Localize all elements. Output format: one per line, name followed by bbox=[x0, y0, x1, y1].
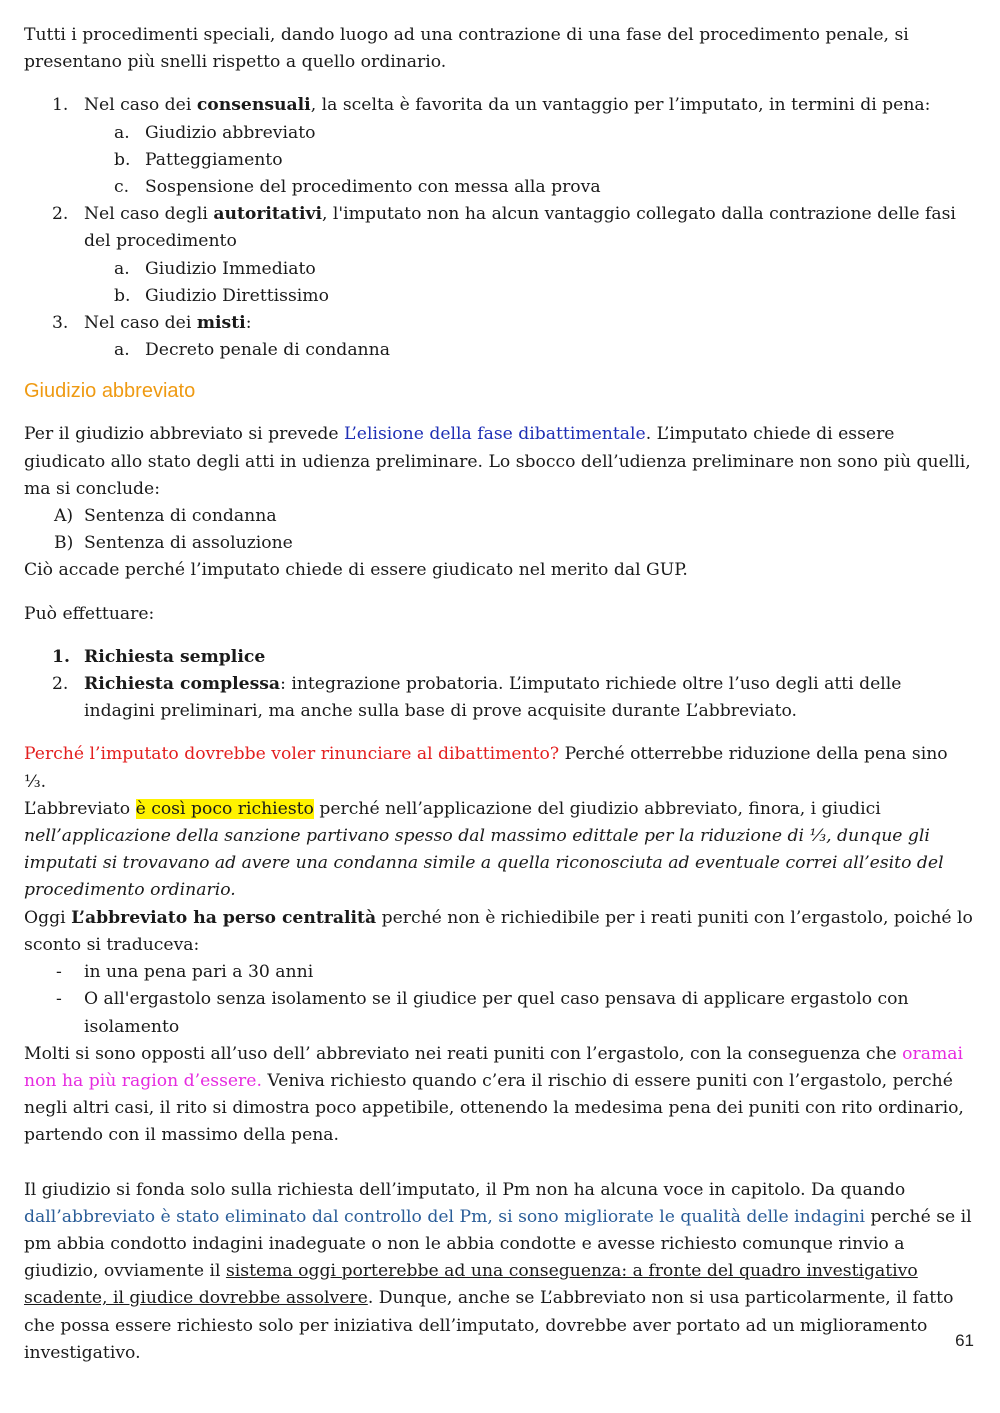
sconto-list bbox=[24, 959, 974, 1041]
list-item bbox=[24, 644, 974, 671]
text: perché se il pm abbia condotto indagini inadeguate o non le abbia condotte e avesse richiesto comunque rinvio a giudizio, ovviamente il bbox=[24, 1206, 972, 1282]
item-text: : bbox=[245, 313, 252, 334]
pm-paragraph bbox=[24, 1177, 974, 1367]
outcome-list bbox=[24, 503, 974, 557]
list-marker: a. bbox=[114, 340, 130, 361]
page-number: 61 bbox=[955, 1331, 974, 1350]
sub-list-item bbox=[24, 337, 974, 364]
opposti-paragraph bbox=[24, 1041, 974, 1150]
gup-paragraph: Ciò accade perché l’imputato chiede di essere giudicato nel merito dal GUP. bbox=[24, 560, 688, 581]
item-text: Sentenza di condanna bbox=[84, 506, 277, 527]
magenta-text: oramai non ha più ragion d’essere. bbox=[24, 1043, 964, 1091]
list-marker: a. bbox=[114, 258, 130, 279]
list-marker: c. bbox=[114, 177, 130, 198]
item-text: Giudizio Immediato bbox=[145, 258, 316, 279]
item-bold: misti bbox=[196, 313, 246, 334]
item-text: Sentenza di assoluzione bbox=[84, 533, 293, 554]
text: Oggi bbox=[24, 907, 72, 928]
list-item bbox=[24, 503, 974, 530]
list-item bbox=[24, 671, 974, 725]
underlined-text: sistema oggi porterebbe ad una conseguenza: a fronte del quadro investigativo scadente, il giudice dovrebbe assolvere bbox=[24, 1261, 918, 1309]
italic-text: nell’applicazione della sanzione partivano spesso dal massimo edittale per la riduzione di ⅓, dunque gli imputati si trovavano ad avere una condanna simile a quella riconosciuta ad eventuale correi all’esito del procedimento ordinario. bbox=[24, 826, 944, 901]
item-text: : integrazione probatoria. L’imputato richiede oltre l’uso degli atti delle indagini preliminari, ma anche sulla base di prove acquisite durante L’abbreviato. bbox=[84, 674, 902, 722]
sub-list-item bbox=[24, 147, 974, 174]
special-procedures-list bbox=[24, 92, 974, 364]
list-marker: 2. bbox=[52, 204, 69, 225]
item-text: Nel caso degli bbox=[84, 204, 214, 225]
blue-text: dall’abbreviato è stato eliminato dal controllo del Pm, si sono migliorate le qualità delle indagini bbox=[24, 1206, 866, 1227]
text: perché non è richiedibile per i reati puniti con l’ergastolo, poiché lo sconto si traduceva: bbox=[24, 907, 973, 955]
intro-paragraph: Tutti i procedimenti speciali, dando luogo ad una contrazione di una fase del procedimento penale, si presentano più snelli rispetto a quello ordinario. bbox=[24, 25, 909, 73]
item-text: Sospensione del procedimento con messa alla prova bbox=[145, 177, 601, 198]
item-text: in una pena pari a 30 anni bbox=[84, 962, 314, 983]
list-marker: A) bbox=[54, 506, 74, 527]
list-marker: 1. bbox=[52, 95, 69, 116]
sub-list-item bbox=[24, 174, 974, 201]
item-text: Giudizio abbreviato bbox=[145, 122, 316, 143]
text: Perché otterrebbe riduzione della pena sino ⅓. bbox=[24, 744, 948, 792]
list-marker: - bbox=[56, 962, 62, 983]
rinuncia-paragraph bbox=[24, 741, 974, 904]
item-bold: autoritativi bbox=[213, 204, 322, 225]
sub-list-item bbox=[24, 256, 974, 283]
list-item bbox=[24, 92, 974, 119]
item-text: Nel caso dei bbox=[84, 313, 197, 334]
red-question: Perché l’imputato dovrebbe voler rinunciare al dibattimento? bbox=[24, 744, 560, 765]
blank-line bbox=[24, 1150, 974, 1177]
list-marker: - bbox=[56, 989, 62, 1010]
list-item bbox=[24, 310, 974, 337]
item-text: Nel caso dei bbox=[84, 95, 197, 116]
text: Veniva richiesto quando c’era il rischio di essere puniti con l’ergastolo, perché negli altri casi, il rito si dimostra poco appetibile, ottenendo la medesima pena dei puniti con rito ordinario, partendo con il massimo della pena. bbox=[24, 1070, 964, 1146]
list-marker: a. bbox=[114, 122, 130, 143]
list-marker: b. bbox=[114, 285, 131, 306]
centralita-paragraph bbox=[24, 905, 974, 959]
item-bold: consensuali bbox=[196, 95, 311, 116]
item-text: Patteggiamento bbox=[145, 149, 283, 170]
request-list bbox=[24, 644, 974, 726]
list-marker: b. bbox=[114, 149, 131, 170]
item-text: , la scelta è favorita da un vantaggio per l’imputato, in termini di pena: bbox=[310, 95, 931, 116]
text: Il giudizio si fonda solo sulla richiesta dell’imputato, il Pm non ha alcuna voce in capitolo. Da quando bbox=[24, 1179, 906, 1200]
list-item bbox=[24, 201, 974, 255]
item-text: Decreto penale di condanna bbox=[145, 340, 390, 361]
list-item bbox=[24, 959, 974, 986]
sub-list-item bbox=[24, 283, 974, 310]
text: . Dunque, anche se L’abbreviato non si usa particolarmente, il fatto che possa essere richiesto solo per iniziativa dell’imputato, dovrebbe aver portato ad un miglioramento investigativo. bbox=[24, 1288, 954, 1363]
text: Molti si sono opposti all’uso dell’ abbreviato nei reati puniti con l’ergastolo, con la conseguenza che bbox=[24, 1043, 903, 1064]
list-marker: 1. bbox=[52, 646, 70, 667]
abbreviato-paragraph bbox=[24, 421, 974, 503]
item-text: , l'imputato non ha alcun vantaggio collegato dalla contrazione delle fasi del procedimento bbox=[84, 204, 956, 252]
list-item bbox=[24, 530, 974, 557]
list-marker: 3. bbox=[52, 313, 69, 334]
list-marker: 2. bbox=[52, 674, 69, 695]
blue-text: L’elisione della fase dibattimentale bbox=[344, 424, 646, 445]
bold-text: L’abbreviato ha perso centralità bbox=[71, 907, 377, 928]
item-text: O all'ergastolo senza isolamento se il giudice per quel caso pensava di applicare ergastolo con isolamento bbox=[84, 989, 909, 1037]
highlighted-text: è così poco richiesto bbox=[135, 798, 314, 819]
text: Per il giudizio abbreviato si prevede bbox=[24, 424, 345, 445]
item-bold: Richiesta complessa bbox=[84, 674, 281, 695]
effettuare-paragraph: Può effettuare: bbox=[24, 603, 155, 624]
list-item bbox=[24, 986, 974, 1040]
text: perché nell’applicazione del giudizio abbreviato, finora, i giudici bbox=[313, 798, 881, 819]
list-marker: B) bbox=[54, 533, 74, 554]
text: L’abbreviato bbox=[24, 798, 136, 819]
item-bold: Richiesta semplice bbox=[84, 646, 266, 667]
sub-list-item bbox=[24, 120, 974, 147]
section-heading: Giudizio abbreviato bbox=[24, 380, 196, 403]
text: . L’imputato chiede di essere giudicato allo stato degli atti in udienza preliminare. Lo sbocco dell’udienza preliminare non sono più quelli, ma si conclude: bbox=[24, 424, 971, 499]
item-text: Giudizio Direttissimo bbox=[145, 285, 329, 306]
